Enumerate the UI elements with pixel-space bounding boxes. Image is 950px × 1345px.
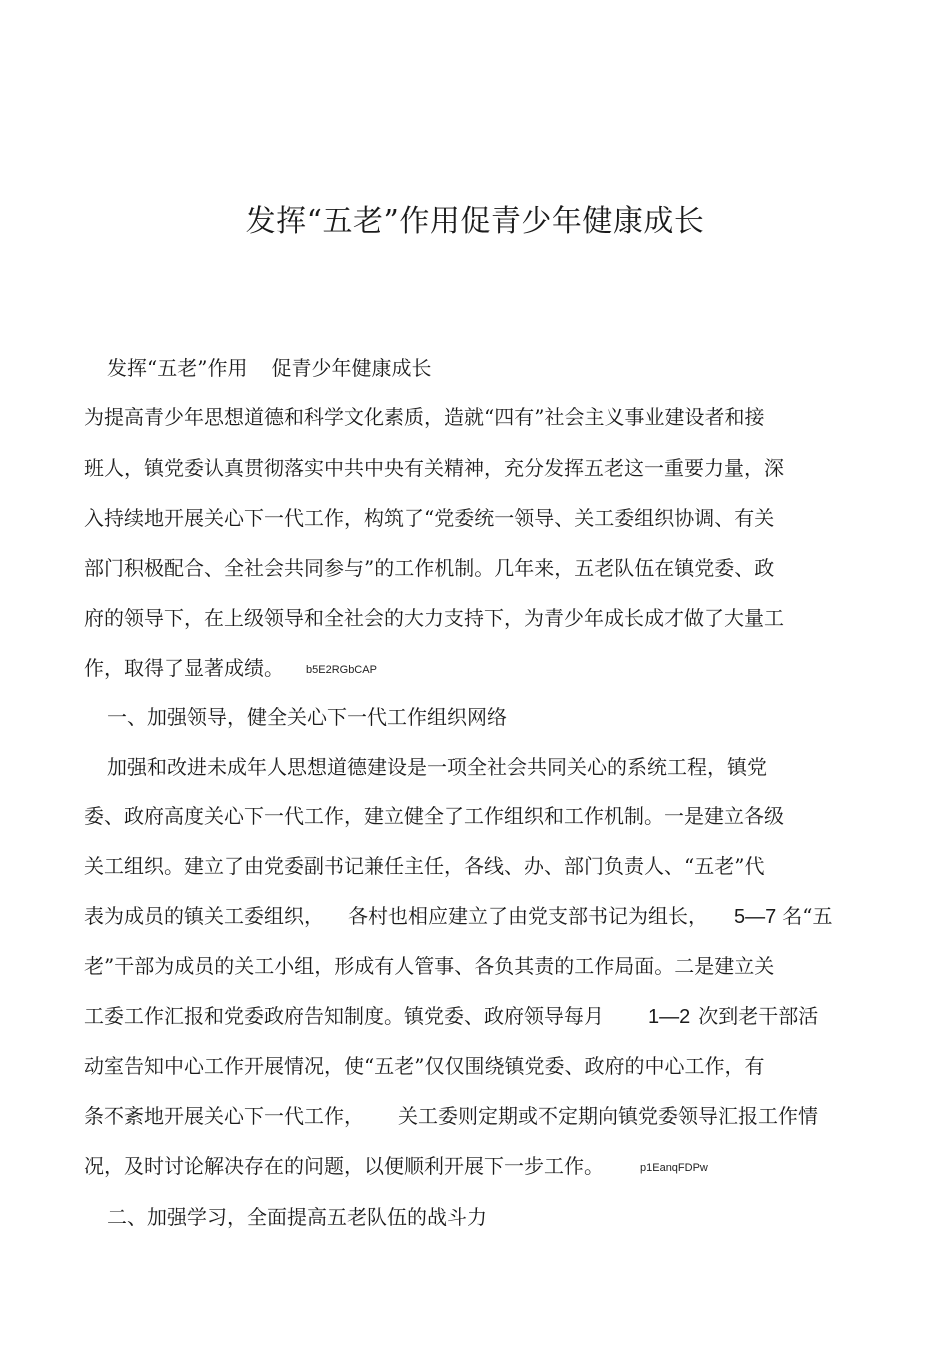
- intro-line-6: [84, 655, 377, 683]
- document-title: 发挥“五老”作用促青少年健康成长: [245, 204, 705, 239]
- section1-line-9-text: 况，及时讨论解决存在的问题，以便顺利开展下一步工作。: [84, 1154, 604, 1178]
- section1-line-2: 委、政府高度关心下一代工作，建立健全了工作组织和工作机制。一是建立各级: [84, 804, 784, 828]
- section2-heading: 二、加强学习，全面提高五老队伍的战斗力: [107, 1205, 487, 1229]
- section1-line-1: 加强和改进未成年人思想道德建设是一项全社会共同关心的系统工程，镇党: [107, 755, 767, 779]
- section1-line-6-number: 1—2: [648, 1006, 691, 1028]
- intro-line-2: 班人，镇党委认真贯彻落实中共中央有关精神，充分发挥五老这一重要力量，深: [84, 456, 784, 480]
- section1-line-5: 老”干部为成员的关工小组，形成有人管事、各负其责的工作局面。二是建立关: [84, 954, 775, 978]
- section1-line-8-part-b: 关工委则定期或不定期向镇党委领导汇报工作情: [398, 1104, 818, 1128]
- section1-line-4-part-c: 名“五: [782, 904, 833, 928]
- section1-line-6-part-a: 工委工作汇报和党委政府告知制度。镇党委、政府领导每月: [84, 1004, 604, 1028]
- intro-line-3: 入持续地开展关心下一代工作，构筑了“党委统一领导、关工委组织协调、有关: [84, 506, 775, 530]
- subtitle-part1: 发挥“五老”作用: [107, 356, 248, 380]
- subtitle-part2: 促青少年健康成长: [271, 356, 432, 380]
- section1-line-8-part-a: 条不紊地开展关心下一代工作，: [84, 1104, 364, 1128]
- intro-code: b5E2RGbCAP: [306, 663, 377, 676]
- section1-line-3: 关工组织。建立了由党委副书记兼任主任，各线、办、部门负责人、“五老”代: [84, 854, 765, 878]
- section1-code: p1EanqFDPw: [640, 1161, 708, 1174]
- intro-line-6-text: 作，取得了显著成绩。: [84, 656, 284, 680]
- subtitle: [107, 355, 431, 381]
- section1-line-4-part-b: 各村也相应建立了由党支部书记为组长，: [348, 904, 708, 928]
- section1-line-6-part-b: 次到老干部活: [698, 1004, 819, 1028]
- intro-line-5: 府的领导下，在上级领导和全社会的大力支持下，为青少年成长成才做了大量工: [84, 606, 784, 630]
- intro-line-1: 为提高青少年思想道德和科学文化素质，造就“四有”社会主义事业建设者和接: [84, 405, 765, 429]
- section1-line-9: [84, 1153, 708, 1181]
- section1-line-6: [84, 1003, 818, 1030]
- section1-line-8: [84, 1103, 818, 1129]
- section1-line-4: [84, 903, 832, 930]
- intro-line-4: 部门积极配合、全社会共同参与”的工作机制。几年来，五老队伍在镇党委、政: [84, 556, 775, 580]
- section1-line-7: 动室告知中心工作开展情况，使“五老”仅仅围绕镇党委、政府的中心工作，有: [84, 1054, 765, 1078]
- section1-heading: 一、加强领导，健全关心下一代工作组织网络: [107, 705, 507, 729]
- section1-line-4-part-a: 表为成员的镇关工委组织，: [84, 904, 324, 928]
- section1-line-4-number: 5—7: [734, 906, 777, 928]
